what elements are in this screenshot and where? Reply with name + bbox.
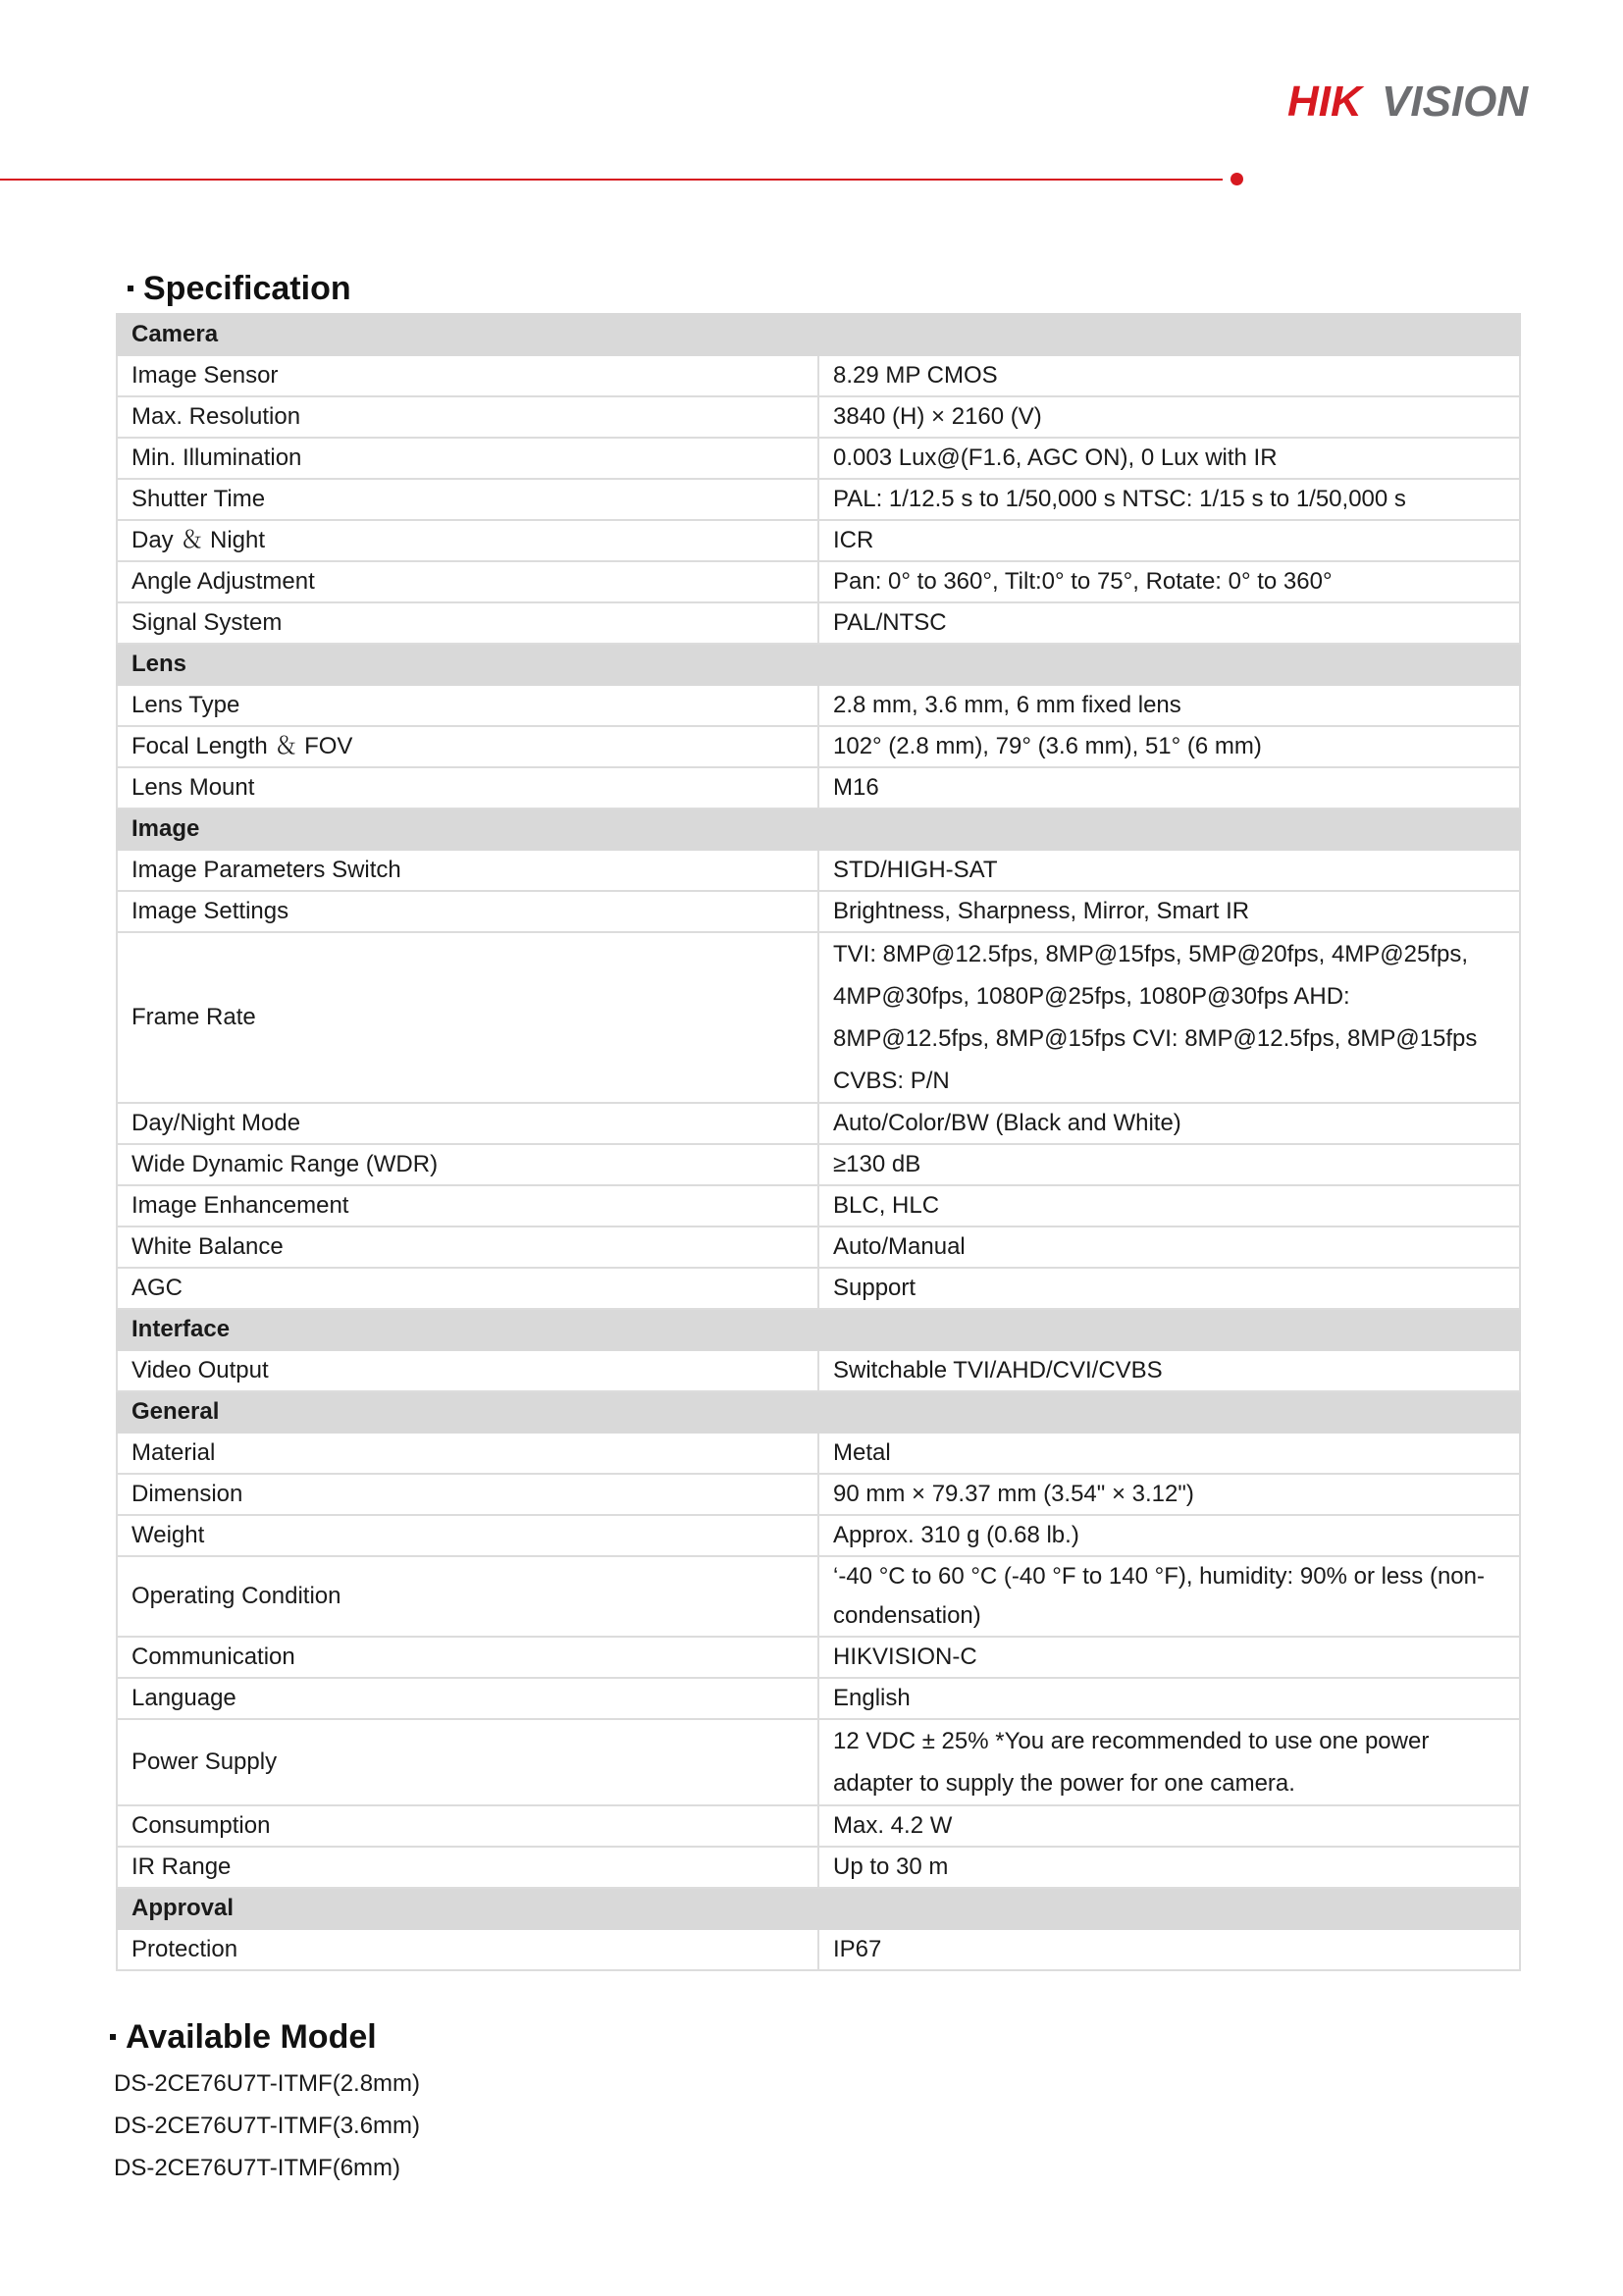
spec-value: 102° (2.8 mm), 79° (3.6 mm), 51° (6 mm): [818, 726, 1520, 767]
spec-key: Image Parameters Switch: [117, 850, 818, 891]
spec-key: Day/Night Mode: [117, 1103, 818, 1144]
logo-text-vision: VISION: [1382, 78, 1529, 126]
spec-key: Wide Dynamic Range (WDR): [117, 1144, 818, 1185]
spec-row: [117, 1433, 1520, 1474]
spec-key: Material: [117, 1433, 818, 1474]
model-item: DS-2CE76U7T-ITMF(6mm): [114, 2155, 401, 2181]
spec-key: IR Range: [117, 1847, 818, 1888]
spec-row: [117, 932, 1520, 1103]
spec-key: Power Supply: [117, 1719, 818, 1805]
model-item: DS-2CE76U7T-ITMF(2.8mm): [114, 2070, 421, 2097]
spec-key: Lens Mount: [117, 767, 818, 809]
spec-row: [117, 602, 1520, 644]
spec-key: Protection: [117, 1929, 818, 1970]
spec-value: TVI: 8MP@12.5fps, 8MP@15fps, 5MP@20fps, 4MP@25fps, 4MP@30fps, 1080P@25fps, 1080P@30fps AHD: 8MP@12.5fps, 8MP@15fps CVI: 8MP@12.5fps, 8MP@15fps CVBS: P/N: [818, 932, 1520, 1103]
category-row: [117, 644, 1520, 685]
spec-value: ‘-40 °C to 60 °C (-40 °F to 140 °F), humidity: 90% or less (non-condensation): [818, 1556, 1520, 1637]
spec-key: Focal Length ＆ FOV: [117, 726, 818, 767]
spec-value: Support: [818, 1268, 1520, 1309]
spec-row: [117, 1929, 1520, 1970]
spec-row: [117, 1268, 1520, 1309]
spec-key: Day ＆ Night: [117, 520, 818, 561]
spec-row: [117, 767, 1520, 809]
spec-row: [117, 850, 1520, 891]
spec-key: Communication: [117, 1637, 818, 1678]
spec-row: [117, 1678, 1520, 1719]
category-row: [117, 1309, 1520, 1350]
spec-value: Approx. 310 g (0.68 lb.): [818, 1515, 1520, 1556]
spec-key: Max. Resolution: [117, 396, 818, 438]
spec-row: [117, 1637, 1520, 1678]
spec-row: [117, 1556, 1520, 1637]
spec-value: 3840 (H) × 2160 (V): [818, 396, 1520, 438]
spec-row: [117, 396, 1520, 438]
spec-value: HIKVISION-C: [818, 1637, 1520, 1678]
spec-row: [117, 1226, 1520, 1268]
spec-key: Operating Condition: [117, 1556, 818, 1637]
spec-row: [117, 1515, 1520, 1556]
available-model-heading-text: Available Model: [126, 2017, 377, 2056]
spec-value: ICR: [818, 520, 1520, 561]
category-row: [117, 1888, 1520, 1929]
model-list: [114, 2062, 420, 2189]
category-label: Interface: [117, 1309, 1520, 1350]
spec-value: PAL: 1/12.5 s to 1/50,000 s NTSC: 1/15 s to 1/50,000 s: [818, 479, 1520, 520]
spec-value: IP67: [818, 1929, 1520, 1970]
spec-row: [117, 1350, 1520, 1391]
spec-row: [117, 355, 1520, 396]
spec-value: 0.003 Lux@(F1.6, AGC ON), 0 Lux with IR: [818, 438, 1520, 479]
spec-key: White Balance: [117, 1226, 818, 1268]
spec-row: [117, 479, 1520, 520]
category-row: [117, 314, 1520, 355]
spec-value: 90 mm × 79.37 mm (3.54" × 3.12"): [818, 1474, 1520, 1515]
spec-value: Auto/Manual: [818, 1226, 1520, 1268]
spec-key: Video Output: [117, 1350, 818, 1391]
category-label: Lens: [117, 644, 1520, 685]
spec-value: English: [818, 1678, 1520, 1719]
spec-row: [117, 891, 1520, 932]
spec-value: 12 VDC ± 25% *You are recommended to use one power adapter to supply the power for one camera.: [818, 1719, 1520, 1805]
spec-value: PAL/NTSC: [818, 602, 1520, 644]
spec-key: Signal System: [117, 602, 818, 644]
spec-value: BLC, HLC: [818, 1185, 1520, 1226]
available-model-heading: [110, 2015, 377, 2059]
spec-key: AGC: [117, 1268, 818, 1309]
spec-value: Up to 30 m: [818, 1847, 1520, 1888]
specification-table: [116, 313, 1521, 1971]
spec-key: Frame Rate: [117, 932, 818, 1103]
spec-row: [117, 1719, 1520, 1805]
spec-row: [117, 1185, 1520, 1226]
spec-key: Language: [117, 1678, 818, 1719]
category-row: [117, 809, 1520, 850]
spec-value: 8.29 MP CMOS: [818, 355, 1520, 396]
spec-value: Pan: 0° to 360°, Tilt:0° to 75°, Rotate: 0° to 360°: [818, 561, 1520, 602]
hikvision-logo: [1287, 75, 1562, 128]
spec-key: Angle Adjustment: [117, 561, 818, 602]
spec-key: Image Enhancement: [117, 1185, 818, 1226]
specification-heading-text: Specification: [143, 269, 351, 307]
spec-key: Lens Type: [117, 685, 818, 726]
heading-bullet-icon: [128, 286, 133, 291]
spec-row: [117, 1144, 1520, 1185]
spec-row: [117, 1103, 1520, 1144]
spec-value: Brightness, Sharpness, Mirror, Smart IR: [818, 891, 1520, 932]
spec-key: Weight: [117, 1515, 818, 1556]
spec-key: Dimension: [117, 1474, 818, 1515]
header-divider-dot: [1230, 173, 1243, 185]
spec-value: Auto/Color/BW (Black and White): [818, 1103, 1520, 1144]
specification-heading: [128, 267, 351, 310]
spec-row: [117, 561, 1520, 602]
heading-bullet-icon: [110, 2034, 116, 2040]
header-divider: [0, 179, 1223, 181]
category-label: General: [117, 1391, 1520, 1433]
logo-text-hik: HIK: [1287, 78, 1362, 126]
spec-value: 2.8 mm, 3.6 mm, 6 mm fixed lens: [818, 685, 1520, 726]
model-item: DS-2CE76U7T-ITMF(3.6mm): [114, 2113, 421, 2139]
spec-row: [117, 1805, 1520, 1847]
spec-value: Switchable TVI/AHD/CVI/CVBS: [818, 1350, 1520, 1391]
spec-key: Image Sensor: [117, 355, 818, 396]
category-row: [117, 1391, 1520, 1433]
spec-key: Shutter Time: [117, 479, 818, 520]
spec-value: STD/HIGH-SAT: [818, 850, 1520, 891]
spec-key: Min. Illumination: [117, 438, 818, 479]
category-label: Approval: [117, 1888, 1520, 1929]
spec-row: [117, 1847, 1520, 1888]
category-label: Camera: [117, 314, 1520, 355]
spec-value: M16: [818, 767, 1520, 809]
spec-key: Image Settings: [117, 891, 818, 932]
spec-value: ≥130 dB: [818, 1144, 1520, 1185]
spec-key: Consumption: [117, 1805, 818, 1847]
spec-row: [117, 438, 1520, 479]
spec-row: [117, 1474, 1520, 1515]
spec-row: [117, 685, 1520, 726]
spec-row: [117, 520, 1520, 561]
spec-value: Max. 4.2 W: [818, 1805, 1520, 1847]
spec-row: [117, 726, 1520, 767]
spec-value: Metal: [818, 1433, 1520, 1474]
category-label: Image: [117, 809, 1520, 850]
